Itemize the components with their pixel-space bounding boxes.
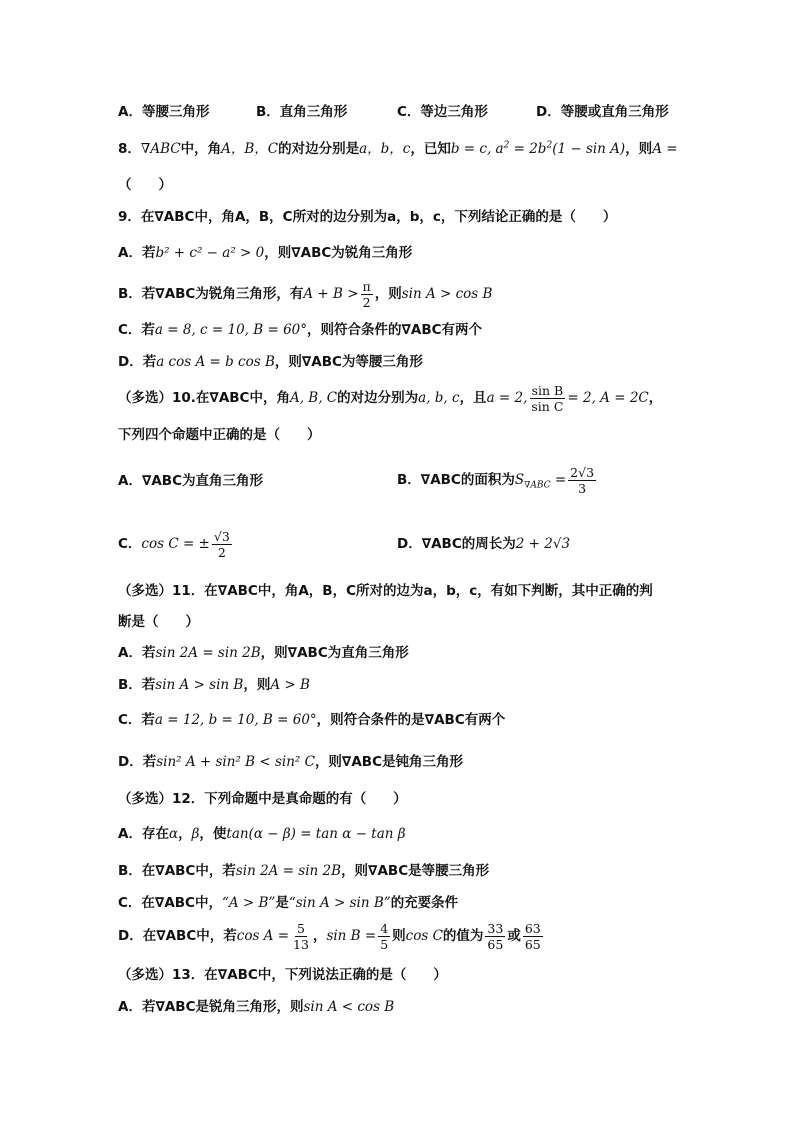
q12-option-c (118, 892, 684, 914)
q12-d-d2: 5 (380, 936, 389, 952)
q12-d-comma: ， (312, 928, 327, 944)
q10-stem-mid2: ，且 (459, 390, 487, 406)
q11-a-post: ，则∇ABC为直角三角形 (260, 645, 409, 661)
q13-a-math: sin A < cos B (303, 999, 395, 1015)
q11-b-math2: A > B (270, 677, 310, 693)
q11-option-d (118, 751, 684, 773)
q9-b-num: π (362, 278, 371, 294)
q12-b-math: sin 2A = sin 2B (235, 863, 342, 879)
q11-a-pre: A．若 (118, 645, 156, 661)
q10-option-a: A．∇ABC为直角三角形 (118, 473, 263, 489)
q10-stem-line2: 下列四个命题中正确的是（ ） (118, 427, 321, 443)
q12-alpha: α (168, 826, 179, 842)
q9-d-post: ，则∇ABC为等腰三角形 (274, 354, 423, 370)
q12-a-math: tan(α − β) = tan α − tan β (226, 826, 406, 842)
q12-d-or: 或 (507, 928, 521, 944)
q10-b-s: S (514, 472, 525, 488)
q10-b-pre: B．∇ABC的面积为 (397, 472, 515, 488)
q9-d-pre: D．若 (118, 354, 157, 370)
q10-sides: a, b, c (418, 390, 460, 406)
q9-c-math: a = 8, c = 10, B = 60° (154, 322, 307, 338)
q12-c-post: 的充要条件 (390, 895, 459, 911)
q12-b-pre: B．在∇ABC中，若 (118, 863, 236, 879)
q8-cond-rhs: (1 − sin A) (552, 141, 626, 157)
q10-stem-pre: （多选）10.在∇ABC中，角 (118, 390, 290, 406)
q8-angles: A，B，C (221, 141, 279, 157)
q10-option-d (397, 533, 684, 555)
q11-d-pre: D．若 (118, 754, 157, 770)
q12-d-frac4 (523, 921, 543, 952)
q11-b-mid: ，则 (243, 677, 271, 693)
q9-option-a (118, 242, 684, 264)
q9-option-c (118, 319, 684, 341)
q10-cond1: a = 2, (486, 390, 528, 406)
q10-b-fraction (568, 465, 596, 496)
q12-a-sep: ， (178, 826, 192, 842)
q10-c-fraction (212, 529, 232, 560)
q11-option-a (118, 642, 684, 664)
triangle-label: ∇ABC (140, 141, 181, 157)
q9-d-math: a cos A = b cos B (156, 354, 275, 370)
q12-a-pre: A．存在 (118, 826, 169, 842)
q9-a-pre: A．若 (118, 245, 156, 261)
q12-d-math3: cos C (405, 928, 443, 944)
q12-d-frac3 (485, 921, 505, 952)
q11-d-post: ，则∇ABC是钝角三角形 (314, 754, 463, 770)
q10-frac-den: sin C (531, 398, 564, 414)
q10-b-eq: = (554, 472, 567, 488)
q9-c-post: ，则符合条件的∇ABC有两个 (307, 322, 483, 338)
q12-beta: β (191, 826, 200, 842)
q10-c-pre: C． (118, 536, 142, 552)
q8-cond-lhs: b = c, a (450, 141, 504, 157)
q7-option-b: B．直角三角形 (256, 104, 348, 120)
q9-option-b (118, 276, 684, 312)
q12-d-frac1 (291, 921, 311, 952)
q10-b-area (514, 472, 567, 491)
q11-b-math: sin A > sin B (155, 677, 244, 693)
q9-a-math: b² + c² − a² > 0 (155, 245, 265, 261)
q8-number: 8． (118, 141, 141, 157)
q12-d-pre: D．在∇ABC中，若 (118, 928, 237, 944)
q10-c-num: √3 (213, 528, 230, 544)
q10-d-pre: D．∇ABC的周长为 (397, 536, 516, 552)
q9-b-mid: ，则 (374, 286, 402, 302)
q8-text2: 的对边分别是 (278, 141, 360, 157)
q10-stem (118, 380, 684, 416)
q11-option-b (118, 674, 684, 696)
q10-stem-mid: 的对边分别为 (337, 390, 419, 406)
q12-option-a (118, 823, 684, 845)
q12-c-q1: “A > B” (221, 895, 276, 911)
q11-c-pre: C．若 (118, 712, 155, 728)
q12-d-math2: sin B = (326, 928, 377, 944)
q12-c-mid: 是 (275, 895, 289, 911)
q9-b-pre: B．若∇ABC为锐角三角形，有 (118, 286, 304, 302)
q11-c-math: a = 12, b = 10, B = 60° (154, 712, 317, 728)
q9-option-d (118, 351, 684, 373)
q12-d-d4: 65 (524, 936, 541, 952)
q12-option-b (118, 860, 684, 882)
q7-option-c: C．等边三角形 (397, 104, 488, 120)
q12-d-n2: 4 (380, 920, 389, 936)
q11-d-math: sin² A + sin² B < sin² C (156, 754, 315, 770)
q12-c-q2: “sin A > sin B” (288, 895, 391, 911)
q11-a-math: sin 2A = sin 2B (155, 645, 261, 661)
q12-stem: （多选）12．下列命题中是真命题的有（ ） (118, 791, 407, 807)
q13-option-a (118, 996, 684, 1018)
q10-frac-num: sin B (531, 382, 564, 398)
q10-b-sub: ∇ABC (524, 480, 551, 491)
q7-option-a: A．等腰三角形 (118, 104, 210, 120)
q8-text3: ，已知 (410, 141, 451, 157)
q13-a-pre: A．若∇ABC是锐角三角形，则 (118, 999, 304, 1015)
q12-d-mid2: 的值为 (442, 928, 484, 944)
q12-option-d (118, 918, 684, 954)
q12-c-pre: C．在∇ABC中， (118, 895, 222, 911)
q10-c-den: 2 (217, 544, 226, 560)
q9-b-den: 2 (362, 294, 371, 310)
q8-answer-var: A = (652, 141, 678, 157)
q10-stem-end: ， (648, 390, 663, 406)
q9-a-post: ，则∇ABC为锐角三角形 (264, 245, 413, 261)
q10-angles: A, B, C (289, 390, 338, 406)
q12-d-n4: 63 (524, 920, 541, 936)
q10-b-num: 2√3 (570, 464, 595, 480)
q13-stem: （多选）13．在∇ABC中，下列说法正确的是（ ） (118, 967, 447, 983)
q11-option-c (118, 709, 684, 731)
q9-stem: 9．在∇ABC中，角A，B，C所对的边分别为a，b，c，下列结论正确的是（ ） (118, 209, 617, 225)
q11-b-pre: B．若 (118, 677, 156, 693)
q12-d-mid: 则 (392, 928, 406, 944)
q8-answer-blank (118, 174, 684, 196)
q9-c-pre: C．若 (118, 322, 155, 338)
q12-d-n1: 5 (297, 920, 305, 936)
q8-cond-mid: = 2b (509, 141, 547, 157)
q8-text4: ，则 (625, 141, 653, 157)
q8-condition: b = c, $a^2 = 2b^2(1 - \sin A)$ (450, 140, 626, 157)
q10-d-math: 2 + 2√3 (515, 536, 571, 552)
q9-b-math-lhs: A + B > (303, 286, 359, 302)
q12-d-n3: 33 (487, 920, 504, 936)
q12-b-post: ，则∇ABC是等腰三角形 (341, 863, 490, 879)
q11-stem: （多选）11．在∇ABC中，角A，B，C所对的边为a，b，c，有如下判断，其中正确的判 (118, 583, 653, 599)
q10-fraction (529, 383, 565, 414)
q11-stem-line2: 断是（ ） (118, 614, 199, 630)
q7-option-d: D．等腰或直角三角形 (536, 104, 669, 120)
q10-b-den: 3 (578, 480, 587, 496)
q10-option-b (397, 458, 684, 502)
q9-b-fraction (361, 279, 373, 310)
q8-sides: a，b，c (359, 141, 411, 157)
q8-text1: 中，角 (180, 141, 222, 157)
q8-paren: （ ） (118, 177, 172, 193)
q8-stem (118, 138, 684, 160)
q9-b-math-rhs: sin A > cos B (401, 286, 493, 302)
q12-d-frac2 (378, 921, 390, 952)
q10-c-math: cos C = ± (141, 536, 210, 552)
q12-d-d3: 65 (487, 936, 504, 952)
q10-cond2: = 2, A = 2C (567, 390, 649, 406)
q12-a-mid: ，使 (199, 826, 227, 842)
q12-d-d1: 13 (293, 936, 309, 952)
q12-d-math1: cos A = (236, 928, 290, 944)
q11-c-post: ，则符合条件的是∇ABC有两个 (316, 712, 506, 728)
